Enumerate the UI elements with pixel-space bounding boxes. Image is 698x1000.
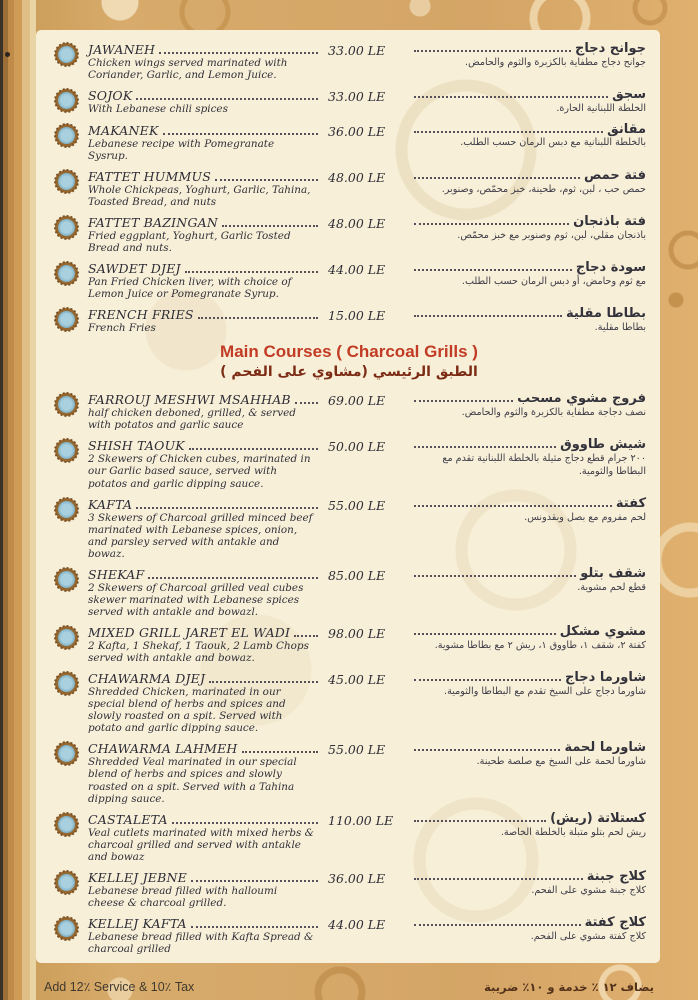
menu-item-row [52,438,646,489]
item-price: 85.00 LE [328,567,386,583]
item-name-line-ar [410,812,646,827]
item-english-block [88,261,322,300]
dotted-leader [414,575,576,577]
item-english-block [88,741,322,804]
item-name-line-en [88,169,322,184]
item-description-ar: الخلطة اللبنانية الحارة. [556,103,646,115]
medallion-coin-icon [55,124,78,147]
item-description-ar: بالخلطة اللبنانية مع دبس الرمان حسب الطلب. [460,137,646,149]
dotted-leader [215,179,318,181]
item-name-ar: فروج مشوي مسحب [517,391,646,407]
medallion-coin-icon [55,170,78,193]
item-price: 110.00 LE [328,812,394,828]
item-english-block [88,392,322,431]
item-name-line-en [88,88,322,103]
item-price: 44.00 LE [328,916,386,932]
item-price: 48.00 LE [328,215,386,231]
item-english-block [88,123,322,162]
item-name-line-ar [410,261,646,276]
item-arabic-block [410,123,646,150]
item-name-line-en [88,741,322,756]
item-description-en: Lebanese bread filled with halloumi cheese & charcoal grilled. [88,884,278,909]
dotted-leader [414,131,603,133]
dotted-leader [414,50,571,52]
item-description-en: Fried eggplant, Yoghurt, Garlic Tosted Bread and nuts. [88,229,291,254]
scan-artifact-dot [5,52,10,57]
dotted-leader [136,507,318,509]
item-name-line-en [88,916,322,931]
item-name-en: KELLEJ KAFTA [88,915,187,931]
section-header [52,341,646,382]
item-price: 55.00 LE [328,497,386,513]
item-name-line-en [88,123,322,138]
item-name-line-ar [410,392,646,407]
dotted-leader [198,317,318,319]
item-price: 98.00 LE [328,626,386,642]
menu-item-row [52,392,646,431]
section-title-english: Main Courses ( Charcoal Grills ) [220,342,478,362]
item-name-line-ar [410,497,646,512]
item-description-ar: نصف دجاجة مطفاية بالكزبرة والثوم والحامض. [461,407,646,419]
item-english-block [88,42,322,81]
dotted-leader [414,820,546,822]
menu-item-row [52,625,646,664]
medallion-coin-icon [55,89,78,112]
item-description-en: Shredded Chicken, marinated in our special blend of herbs and spices and slowly roasted on a spit. Served with potato and garlic dipping sauce. [88,686,286,735]
menu-paper [36,30,660,963]
item-name-en: MIXED GRILL JARET EL WADI [88,625,291,641]
item-name-en: CHAWARMA LAHMEH [88,741,238,757]
item-arabic-block [410,870,646,897]
item-description-en: Lebanese bread filled with Kafta Spread & charcoal grilled [88,930,314,956]
item-description-ar: لحم مفروم مع بصل وبقدونس. [524,511,646,523]
item-name-en: FARROUJ MESHWI MSAHHAB [88,392,291,408]
item-description-en: Chicken wings served marinated with Coriander, Garlic, and Lemon Juice. [88,57,288,82]
menu-item-row [52,261,646,300]
item-english-block [88,169,322,208]
item-english-block [88,671,322,734]
medallion-coin-icon [55,672,78,695]
medallion-coin-icon [55,871,78,894]
item-name-line-ar [410,625,646,640]
item-english-block [88,916,322,955]
item-name-line-en [88,438,322,453]
menu-item-row [52,42,646,81]
item-price: 33.00 LE [328,43,386,58]
dotted-leader [414,177,580,179]
dotted-leader [414,269,572,271]
item-price: 36.00 LE [328,870,386,886]
item-name-ar: شاورما دجاج [565,670,646,686]
item-description-en: 2 Kafta, 1 Shekaf, 1 Taouk, 2 Lamb Chops served with antakle and bowaz. [88,640,309,665]
binding-spine [0,0,36,1000]
menu-item-row [52,870,646,909]
item-name-ar: مشوي مشكل [559,624,646,640]
medallion-coin-icon [55,262,78,285]
item-english-block [88,870,322,909]
item-description-ar: جوانح دجاج مطفاية بالكزبرة والثوم والحامض. [465,56,646,68]
item-arabic-block [410,215,646,242]
item-description-en: With Lebanese chili spices [88,103,228,116]
item-arabic-block [410,497,646,524]
item-name-ar: شاورما لحمة [564,740,646,756]
item-name-ar: جوانح دجاج [574,41,646,56]
item-name-line-en [88,870,322,885]
medallion-coin-icon [55,742,78,765]
medallion-coin-icon [55,308,78,331]
menu-item-row [52,307,646,334]
menu-item-row [52,169,646,208]
item-price: 44.00 LE [328,261,386,277]
item-name-line-ar [410,741,646,756]
item-arabic-block [410,671,646,698]
item-name-line-en [88,567,322,582]
item-english-block [88,307,322,334]
menu-list [52,42,646,955]
item-description-en: French Fries [88,322,156,335]
menu-item-row [52,567,646,618]
item-name-line-ar [410,671,646,686]
dotted-leader [148,577,318,579]
item-name-line-ar [410,215,646,230]
medallion-coin-icon [55,813,78,836]
item-arabic-block [410,625,646,652]
item-english-block [88,497,322,560]
menu-item-row [52,812,646,863]
dotted-leader [191,880,318,882]
item-name-line-ar [410,88,646,103]
dotted-leader [185,271,318,273]
item-description-en: half chicken deboned, grilled, & served with potatos and garlic sauce [88,407,296,432]
item-name-line-en [88,42,322,57]
item-name-ar: شيش طاووق [560,437,646,453]
item-name-line-en [88,625,322,640]
menu-item-row [52,916,646,955]
dotted-leader [294,635,318,637]
item-description-en: 2 Skewers of Chicken cubes, marinated in our Garlic based sauce, served with potatos and garlic dipping sauce. [88,453,311,490]
medallion-coin-icon [55,43,78,66]
item-name-line-en [88,261,322,276]
item-name-en: CHAWARMA DJEJ [88,671,206,687]
medallion-coin-icon [55,568,78,591]
menu-footer [44,979,654,994]
item-name-en: SHISH TAOUK [88,438,185,454]
item-name-line-ar [410,42,646,57]
item-price: 33.00 LE [328,89,386,105]
dotted-leader [414,878,583,880]
item-english-block [88,215,322,254]
dotted-leader [295,402,318,404]
item-name-ar: سودة دجاج [575,259,646,275]
medallion-coin-icon [55,439,78,462]
item-description-ar: شاورما دجاج على السيخ تقدم مع البطاطا والثومية. [444,686,646,698]
dotted-leader [414,223,569,225]
item-name-ar: كفتة [615,495,646,511]
dotted-leader [159,52,318,54]
item-name-en: FATTET BAZINGAN [88,214,218,230]
menu-item-row [52,88,646,115]
item-name-ar: شقف بتلو [580,565,646,581]
dotted-leader [191,926,318,928]
dotted-leader [414,924,581,926]
menu-item-row [52,671,646,734]
item-name-en: FRENCH FRIES [88,307,194,323]
item-description-ar: باذنجان مقلي، لبن، ثوم وصنوبر مع خبز محمّص. [457,229,646,241]
item-name-en: JAWANEH [88,42,156,57]
item-name-line-ar [410,438,646,453]
item-description-ar: كفتة ٢، شقف ١، طاووق ١، ريش ٢ مع بطاطا مشوية. [434,639,646,651]
dotted-leader [414,633,556,635]
medallion-coin-icon [55,626,78,649]
service-tax-note-en: Add 12٪ Service & 10٪ Tax [44,980,195,994]
item-description-ar: بطاطا مقلية. [594,321,646,333]
item-name-line-en [88,307,322,322]
item-name-line-en [88,215,322,230]
item-name-en: SOJOK [88,88,133,104]
item-english-block [88,625,322,664]
item-arabic-block [410,812,646,839]
item-price: 55.00 LE [328,742,386,758]
item-name-line-ar [410,567,646,582]
item-name-ar: كلاج كفتة [584,914,646,930]
item-description-ar: قطع لحم مشوية. [577,581,646,593]
item-price: 45.00 LE [328,672,386,688]
item-name-en: MAKANEK [88,122,159,138]
item-description-ar: كلاج جبنة مشوي على الفحم. [531,884,646,896]
dotted-leader [414,315,562,317]
dotted-leader [136,98,318,100]
item-price: 48.00 LE [328,169,386,185]
item-name-en: SAWDET DJEJ [88,260,181,276]
dotted-leader [414,96,608,98]
dotted-leader [209,681,318,683]
medallion-coin-icon [55,216,78,239]
item-price: 69.00 LE [328,393,386,409]
service-tax-note-ar: يضاف ١٢ ٪ خدمة و ١٠٪ ضريبة [484,980,654,994]
item-arabic-block [410,741,646,768]
item-name-line-en [88,671,322,686]
item-english-block [88,88,322,115]
dotted-leader [163,133,319,135]
item-name-en: KAFTA [88,496,133,512]
item-arabic-block [410,169,646,196]
item-description-en: Whole Chickpeas, Yoghurt, Garlic, Tahina, Toasted Bread, and nuts [88,183,311,208]
dotted-leader [414,400,513,402]
item-name-line-ar [410,307,646,322]
item-arabic-block [410,261,646,288]
item-description-ar: مع ثوم وحامض، أو دبس الرمان حسب الطلب. [461,275,646,287]
item-name-line-en [88,812,322,827]
item-description-ar: شاورما لحمة على السيخ مع صلصة طحينة. [476,756,646,768]
dotted-leader [189,448,318,450]
item-name-en: FATTET HUMMUS [88,168,212,184]
dotted-leader [242,751,318,753]
item-name-en: CASTALETA [88,811,168,827]
item-english-block [88,567,322,618]
dotted-leader [414,679,561,681]
dotted-leader [414,505,612,507]
item-name-line-ar [410,916,646,931]
medallion-coin-icon [55,498,78,521]
item-description-ar: حمص حب ، لبن، ثوم، طحينة، خبز محمّص، وصنوبر. [441,183,646,195]
dotted-leader [414,749,560,751]
section-title-arabic: الطبق الرئيسي (مشاوي على الفحم ) [220,363,478,380]
item-name-line-ar [410,123,646,138]
item-arabic-block [410,438,646,478]
item-name-ar: كلاج جبنة [586,868,646,884]
item-name-ar: بطاطا مقلية [566,306,646,322]
item-price: 15.00 LE [328,308,386,324]
item-english-block [88,812,322,863]
menu-item-row [52,215,646,254]
item-name-ar: سجق [612,87,646,103]
item-name-ar: مقانق [607,121,646,137]
item-price: 36.00 LE [328,123,386,139]
item-name-line-ar [410,870,646,885]
item-description-ar: ٢٠٠ جرام قطع دجاج مثيلة بالخلطة اللبنانية تقدم مع البطاطا والثومية. [442,453,646,477]
item-english-block [88,438,322,489]
item-name-ar: فتة حمص [583,167,646,183]
menu-item-row [52,741,646,804]
item-name-line-ar [410,169,646,184]
item-name-line-en [88,497,322,512]
medallion-coin-icon [55,393,78,416]
item-description-ar: كلاج كفتة مشوي على الفحم. [530,930,646,942]
item-description-en: Lebanese recipe with Pomegranate Sysrup. [88,137,275,162]
menu-item-row [52,497,646,560]
item-name-line-en [88,392,322,407]
item-arabic-block [410,307,646,334]
item-name-en: KELLEJ JEBNE [88,869,187,885]
dotted-leader [222,225,318,227]
item-description-en: Pan Fried Chicken liver, with choice of Lemon Juice or Pomegranate Syrup. [88,275,292,300]
menu-item-row [52,123,646,162]
item-name-ar: كستلاتة (ريش) [550,810,646,826]
item-price: 50.00 LE [328,439,386,455]
item-description-en: Veal cutlets marinated with mixed herbs & charcoal grilled and served with antakle and bowaz [88,826,314,863]
item-arabic-block [410,42,646,69]
dotted-leader [172,822,318,824]
item-arabic-block [410,88,646,115]
item-name-en: SHEKAF [88,566,145,582]
item-description-en: Shredded Veal marinated in our special blend of herbs and spices and slowly roasted on a spit. Served with a Tahina dipping sauce. [88,756,297,805]
item-arabic-block [410,916,646,943]
item-name-ar: فتة باذنجان [573,213,646,229]
item-description-en: 3 Skewers of Charcoal grilled minced beef marinated with Lebanese spices, onion, and parsley served with antakle and bowaz. [88,511,313,560]
item-arabic-block [410,392,646,419]
item-description-en: 2 Skewers of Charcoal grilled veal cubes skewer marinated with Lebanese spices served with antakle and bowazl. [88,581,304,618]
dotted-leader [414,446,556,448]
item-description-ar: ريش لحم بتلو متبلة بالخلطة الخاصة. [500,826,646,838]
item-arabic-block [410,567,646,594]
medallion-coin-icon [55,917,78,940]
